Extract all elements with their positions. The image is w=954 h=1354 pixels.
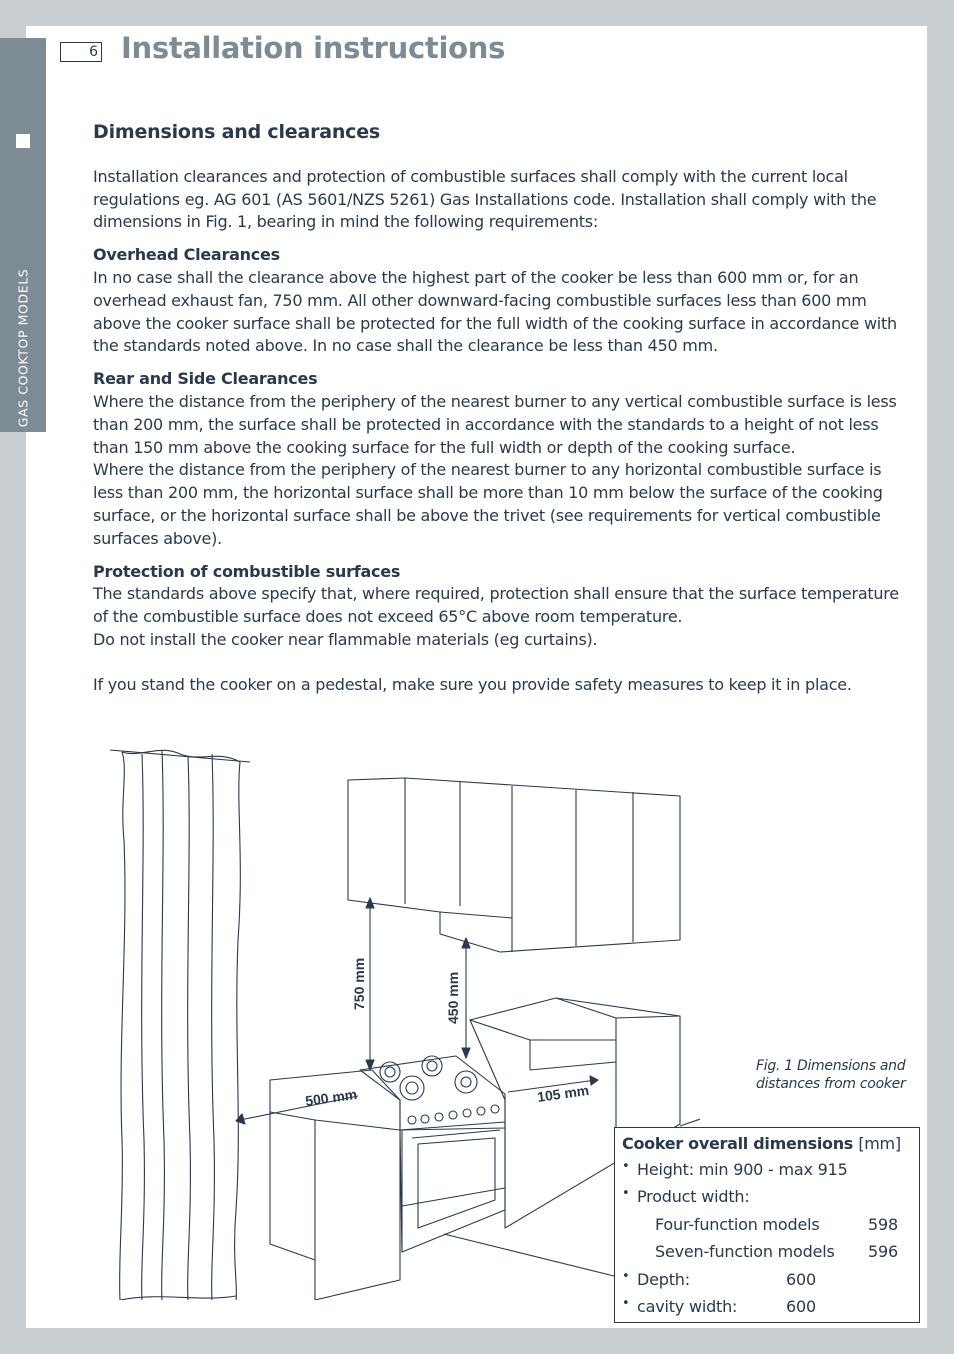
- cavity-value: 600: [786, 1296, 816, 1316]
- wall-cabinet: [348, 778, 680, 952]
- bullet: •: [622, 1186, 630, 1202]
- height-row: [622, 1156, 919, 1183]
- rear-side-paragraph-2: Where the distance from the periphery of the nearest burner to any horizontal combustible surface is less than 200 mm, the horizontal surface shall be more than 10 mm below the surface of the cooking surface, or the horizontal surface shall be above the trivet (see requirements for vertical combustible surfaces above).: [93, 460, 883, 548]
- page-number: 6: [60, 42, 102, 62]
- label-500: 500 mm: [304, 1085, 359, 1109]
- caption-line-2: distances from cooker: [756, 1076, 906, 1092]
- overhead-paragraph: In no case shall the clearance above the highest part of the cooker be less than 600 mm or, for an overhead exhaust fan, 750 mm. All other downward-facing combustible surfaces less than 600 mm above the cooker surface shall be protected for the full width of the cooking surface in accordance with the standards noted above. In no case shall the clearance be less than 450 mm.: [93, 267, 897, 356]
- installation-figure: [100, 740, 700, 1300]
- section-title: Dimensions and clearances: [93, 121, 381, 143]
- cavity-row: [622, 1293, 919, 1320]
- width-label: Product width:: [637, 1187, 750, 1207]
- figure-caption: [756, 1057, 926, 1093]
- four-function-row: [622, 1211, 919, 1238]
- page-title: Installation instructions: [121, 31, 506, 65]
- bullet: •: [622, 1159, 630, 1174]
- depth-row: [622, 1266, 919, 1293]
- bullet: •: [622, 1295, 630, 1311]
- four-function-label: Four-function models: [655, 1214, 820, 1234]
- width-row: [622, 1183, 919, 1210]
- protection-paragraph-1: The standards above specify that, where required, protection shall ensure that the surface temperature of the combustible surface does not exceed 65°C above room temperature.: [93, 584, 899, 627]
- side-label: GAS COOKTOP MODELS: [15, 268, 31, 428]
- four-function-value: 598: [868, 1214, 898, 1234]
- seven-function-label: Seven-function models: [655, 1242, 835, 1262]
- label-450: 450 mm: [445, 971, 461, 1024]
- depth-label: Depth:: [637, 1269, 690, 1289]
- caption-line-1: Fig. 1 Dimensions and: [756, 1058, 906, 1074]
- protection-heading: Protection of combustible surfaces: [93, 561, 401, 581]
- dimensions-unit: [mm]: [858, 1134, 901, 1153]
- overhead-heading: Overhead Clearances: [93, 245, 280, 265]
- side-marker: [16, 134, 30, 148]
- protection-paragraph-3: If you stand the cooker on a pedestal, make sure you provide safety measures to keep it in place.: [93, 674, 852, 694]
- rear-side-heading: Rear and Side Clearances: [93, 369, 318, 389]
- cavity-label: cavity width:: [637, 1296, 738, 1316]
- intro-paragraph: Installation clearances and protection of combustible surfaces shall comply with the current local regulations eg. AG 601 (AS 5601/NZS 5261) Gas Installations code. Installation shall comply with the dimensions in Fig. 1, bearing in mind the following requirements:: [93, 166, 877, 232]
- label-105: 105 mm: [536, 1081, 591, 1105]
- label-750: 750 mm: [351, 957, 367, 1010]
- dimensions-title-text: Cooker overall dimensions: [622, 1134, 854, 1153]
- dimensions-title: [622, 1132, 919, 1156]
- depth-value: 600: [786, 1269, 816, 1289]
- curtain: [120, 752, 125, 1300]
- rear-side-paragraph-1: Where the distance from the periphery of the nearest burner to any vertical combustible surface is less than 200 mm, the surface shall be protected in accordance with the standards to a height of not less than 150 mm above the cooking surface for the full width or depth of the cooking surface.: [93, 391, 897, 457]
- seven-function-row: [622, 1238, 919, 1265]
- side-tab: [0, 38, 46, 432]
- protection-paragraph-2: Do not install the cooker near flammable materials (eg curtains).: [93, 629, 598, 649]
- bullet: •: [622, 1268, 630, 1284]
- height-text: Height: min 900 - max 915: [637, 1160, 848, 1179]
- seven-function-value: 596: [868, 1242, 898, 1262]
- curtain-rod: [110, 750, 250, 762]
- dimensions-box: [614, 1127, 920, 1323]
- main-content: [93, 121, 901, 697]
